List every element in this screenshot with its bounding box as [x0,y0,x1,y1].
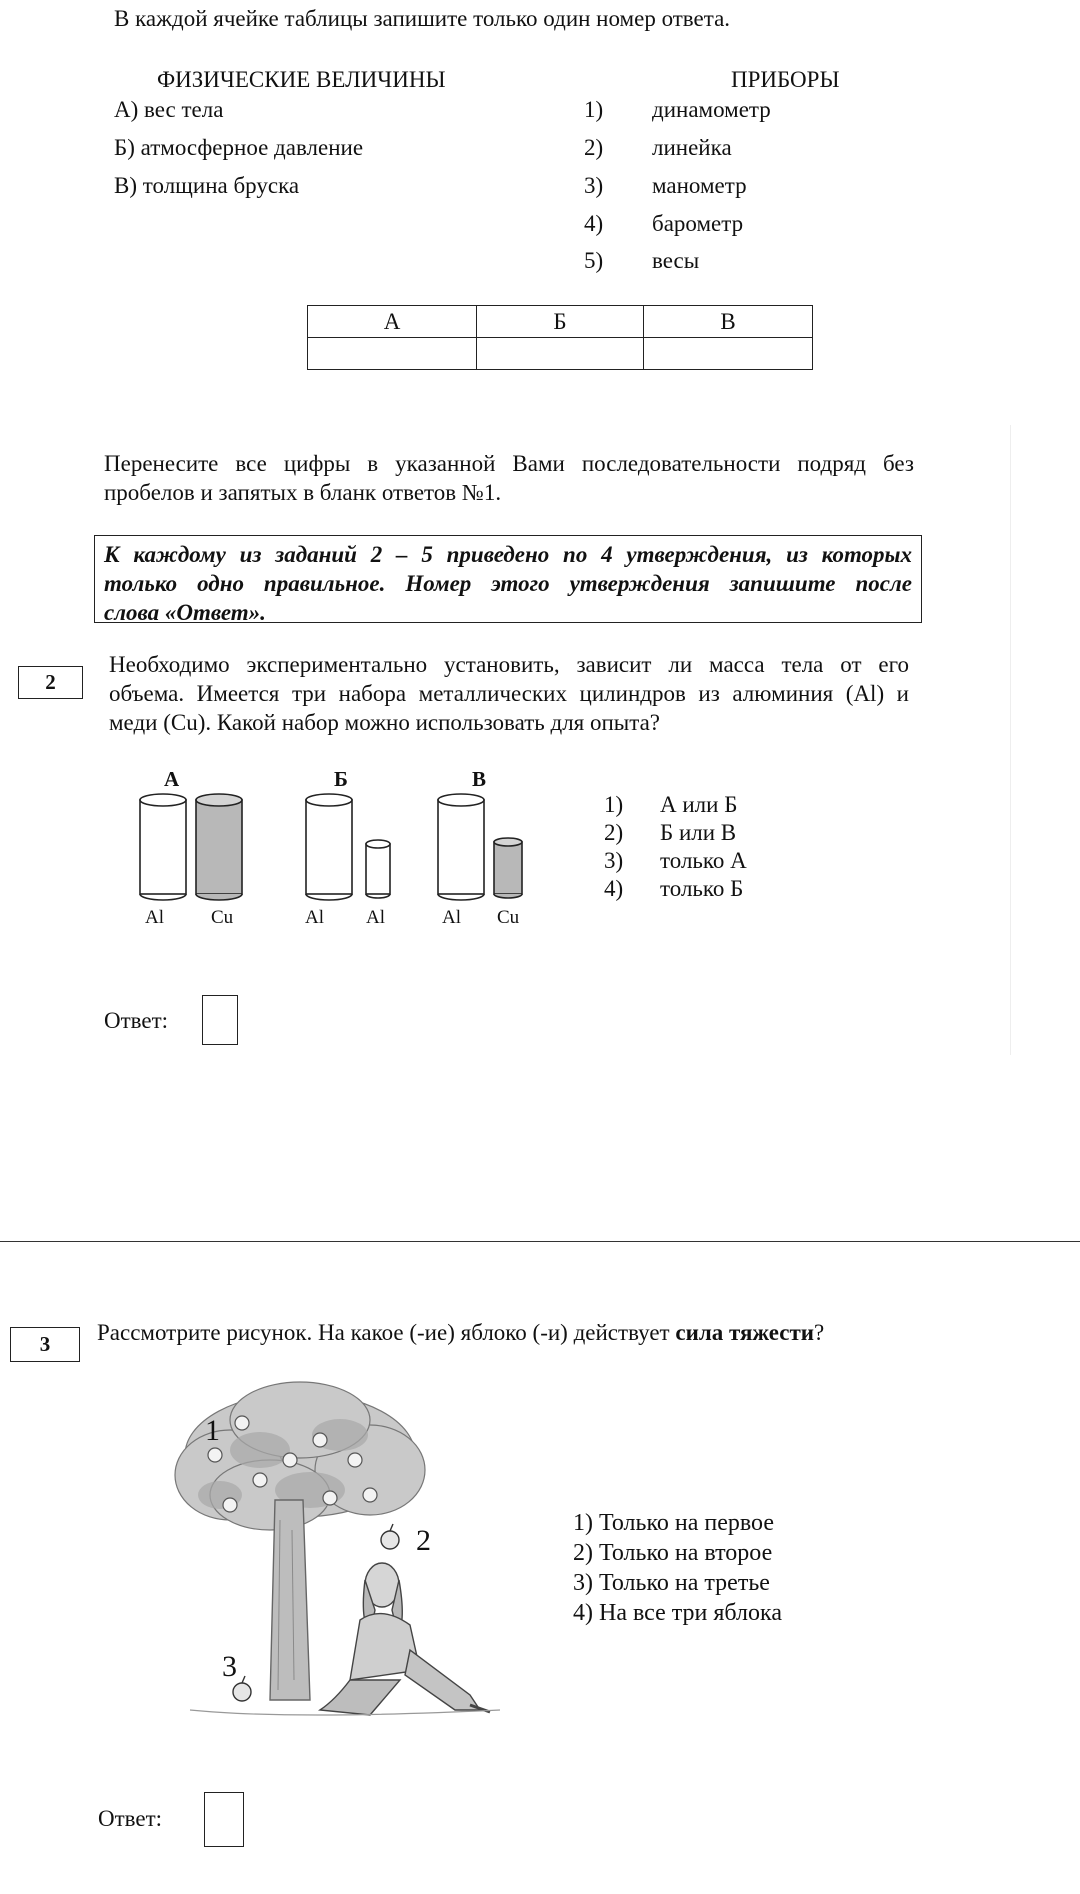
set-c-label: В [472,767,487,791]
task2-option-num-3: 3) [604,848,624,873]
task3-option-1: 1) Только на первое [573,1510,774,1536]
task2-option-num-2: 2) [604,820,624,845]
cylinder-a-cu [196,794,242,900]
device-num-4: 4) [584,211,604,236]
quantities-header: ФИЗИЧЕСКИЕ ВЕЛИЧИНЫ [157,67,446,92]
device-num-3: 3) [584,173,604,198]
table-header-a: А [308,306,477,338]
table-header-c: В [644,306,813,338]
transfer-line-1: Перенесите все цифры в указанной Вами последовательности подряд без [104,451,914,476]
falling-apple [381,1524,399,1549]
set-b-label: Б [334,767,348,791]
device-label-1: динамометр [652,97,771,122]
seated-figure [320,1563,490,1715]
task3-question [97,1320,824,1346]
tree-trunk [270,1500,310,1700]
margin-line [1010,425,1011,1055]
task3-question-prefix: Рассмотрите рисунок. На какое (-ие) яблоко (-и) действует [97,1320,676,1345]
device-label-5: весы [652,248,700,273]
answer-table [307,305,813,370]
task2-option-2: Б или В [660,820,737,845]
task2-option-num-1: 1) [604,792,624,817]
task2-answer-box[interactable] [202,995,238,1045]
task3-option-2: 2) Только на второе [573,1540,773,1566]
note-box [94,535,922,623]
apple-label-1: 1 [205,1414,220,1447]
task3-answer-box[interactable] [204,1792,244,1847]
note-line-1: К каждому из заданий 2 – 5 приведено по 4 утверждения, из которых [104,542,912,567]
set-c-right-caption: Cu [497,907,520,928]
page-divider [0,1241,1080,1242]
device-num-5: 5) [584,248,604,273]
task2-option-4: только Б [660,876,744,901]
table-header-b: Б [477,306,644,338]
cylinders-figure [130,790,530,905]
cylinder-b-al-small [366,840,390,898]
answer-cell-b[interactable] [477,338,644,370]
device-label-3: манометр [652,173,747,198]
task2-option-num-4: 4) [604,876,624,901]
device-label-2: линейка [652,135,732,160]
device-label-4: барометр [652,211,744,236]
device-num-2: 2) [584,135,604,160]
task2-line-2: объема. Имеется три набора металлических цилиндров из алюминия (Al) и [109,681,909,706]
apple-label-2: 2 [416,1524,431,1557]
note-line-2: только одно правильное. Номер этого утверждения запишите после [104,571,912,596]
set-a-right-caption: Cu [211,907,234,928]
cylinder-c-cu [494,838,522,898]
cylinder-b-al-large [306,794,352,900]
cylinder-c-al [438,794,484,900]
task1-instruction: В каждой ячейке таблицы запишите только один номер ответа. [114,6,731,31]
quantity-b: Б) атмосферное давление [114,135,364,160]
note-line-3: слова «Ответ». [104,600,266,625]
answer-cell-a[interactable] [308,338,477,370]
task3-option-3: 3) Только на третье [573,1570,770,1596]
apple-label-3: 3 [222,1650,237,1683]
task2-option-1: А или Б [660,792,738,817]
task2-number: 2 [18,666,83,699]
set-b-left-caption: Al [305,907,324,928]
task2-line-3: меди (Cu). Какой набор можно использовать для опыта? [109,710,661,735]
task3-question-suffix: ? [814,1320,825,1345]
transfer-line-2: пробелов и запятых в бланк ответов №1. [104,480,502,505]
task2-answer-label: Ответ: [104,1008,169,1033]
cylinder-a-al [140,794,186,900]
set-a-label: А [164,767,180,791]
task2-line-1: Необходимо экспериментально установить, зависит ли масса тела от его [109,652,909,677]
set-a-left-caption: Al [145,907,164,928]
quantity-c: В) толщина бруска [114,173,300,198]
device-num-1: 1) [584,97,604,122]
set-c-left-caption: Al [442,907,461,928]
task3-question-bold: сила тяжести [675,1320,815,1345]
set-b-right-caption: Al [366,907,385,928]
task3-number: 3 [10,1327,80,1362]
task3-answer-label: Ответ: [98,1806,163,1831]
task2-option-3: только А [660,848,747,873]
answer-cell-c[interactable] [644,338,813,370]
devices-header: ПРИБОРЫ [731,67,840,92]
quantity-a: А) вес тела [114,97,224,122]
task3-option-4: 4) На все три яблока [573,1600,782,1626]
